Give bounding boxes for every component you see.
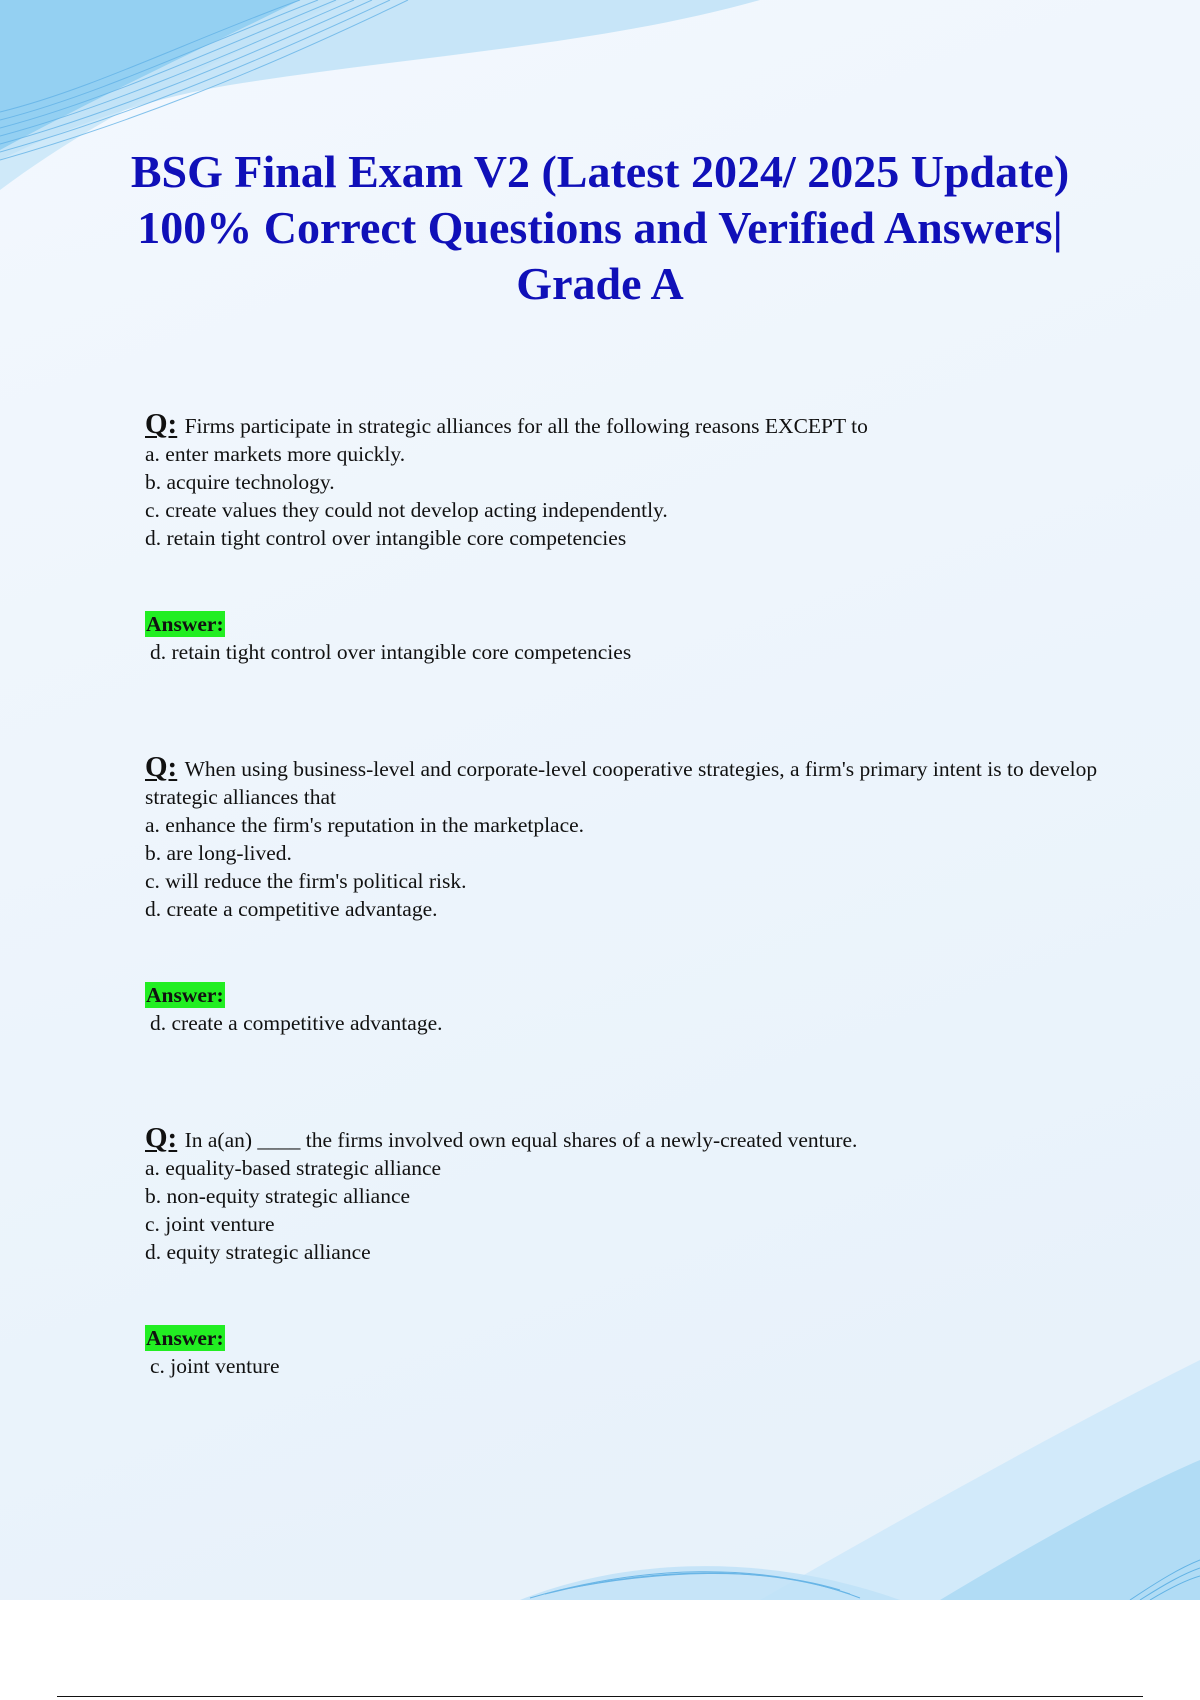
answer-label: Answer: [146, 612, 224, 636]
option-d: d. create a competitive advantage. [145, 897, 438, 921]
answer-label: Answer: [146, 983, 224, 1007]
question-marker: Q: [145, 1122, 178, 1154]
option-c: c. will reduce the firm's political risk. [145, 869, 467, 893]
question-marker: Q: [145, 408, 178, 440]
option-d: d. retain tight control over intangible core competencies [145, 526, 627, 550]
option-a: a. equality-based strategic alliance [145, 1156, 442, 1180]
document-title: BSG Final Exam V2 (Latest 2024/ 2025 Update) 100% Correct Questions and Verified Answers| Grade A [130, 146, 1070, 309]
option-b: b. acquire technology. [145, 470, 335, 494]
question-text: Firms participate in strategic alliances for all the following reasons EXCEPT to [184, 414, 868, 438]
option-c: c. joint venture [145, 1212, 275, 1236]
answer-value: c. joint venture [150, 1354, 280, 1378]
answer-block [145, 610, 1105, 666]
answer-value: d. retain tight control over intangible core competencies [150, 640, 632, 664]
question-marker: Q: [145, 751, 178, 783]
footer-rule [57, 1696, 1143, 1697]
question-block [145, 1124, 1105, 1266]
option-b: b. non-equity strategic alliance [145, 1184, 411, 1208]
option-c: c. create values they could not develop acting independently. [145, 498, 668, 522]
question-block [145, 753, 1105, 923]
answer-block [145, 1324, 1105, 1380]
option-a: a. enter markets more quickly. [145, 442, 406, 466]
question-text: When using business-level and corporate-level cooperative strategies, a firm's primary intent is to develop strategic alliances that [145, 757, 1098, 809]
option-d: d. equity strategic alliance [145, 1240, 371, 1264]
option-b: b. are long-lived. [145, 841, 292, 865]
answer-value: d. create a competitive advantage. [150, 1011, 443, 1035]
answer-label: Answer: [146, 1326, 224, 1350]
option-a: a. enhance the firm's reputation in the marketplace. [145, 813, 585, 837]
answer-block [145, 981, 1105, 1037]
question-block [145, 410, 1105, 552]
question-text: In a(an) ____ the firms involved own equal shares of a newly-created venture. [184, 1128, 858, 1152]
